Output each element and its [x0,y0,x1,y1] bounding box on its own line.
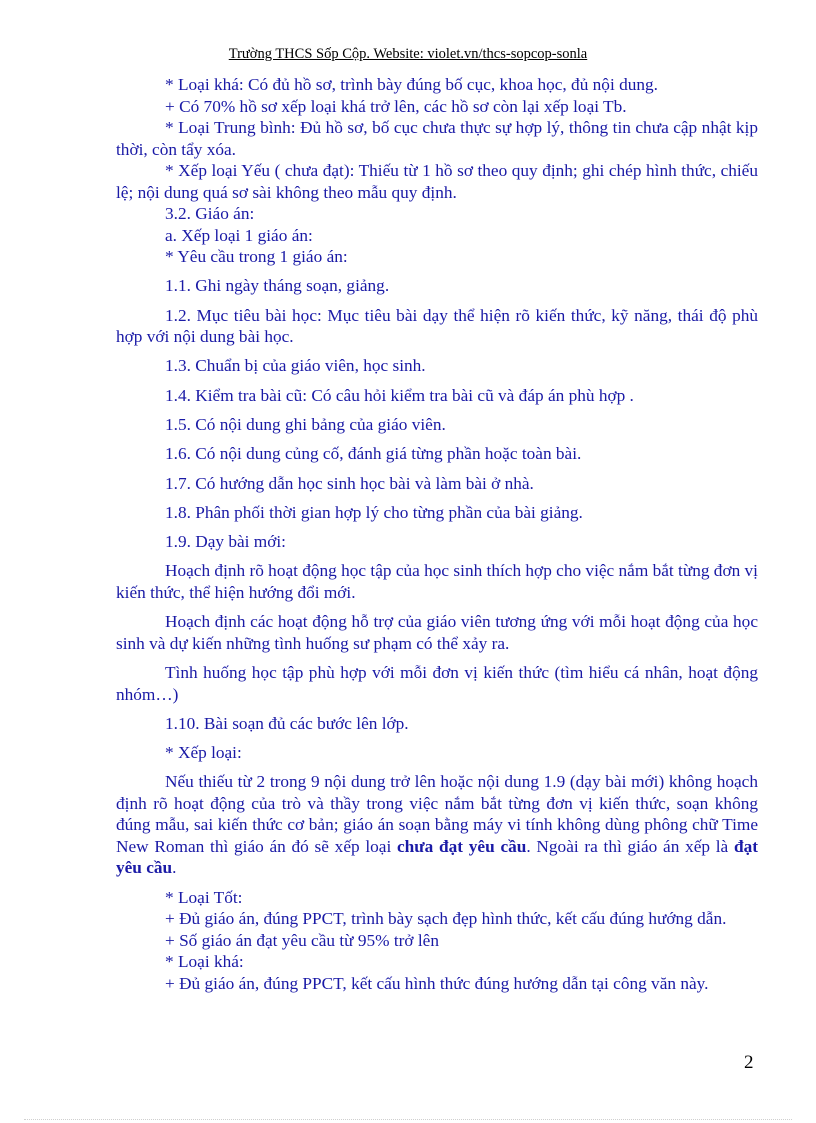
paragraph: + Có 70% hồ sơ xếp loại khá trở lên, các hồ sơ còn lại xếp loại Tb. [165,96,627,116]
document-body [116,74,758,994]
paragraph: * Loại Tốt: [165,887,243,907]
list-item: 1.2. Mục tiêu bài học: Mục tiêu bài dạy thể hiện rõ kiến thức, kỹ năng, thái độ phù hợp với nội dung bài học. [116,305,758,347]
paragraph: Hoạch định rõ hoạt động học tập của học sinh thích hợp cho việc nắm bắt từng đơn vị kiến thức, thể hiện hướng đổi mới. [116,561,758,602]
paragraph: * Xếp loại Yếu ( chưa đạt): Thiếu từ 1 hồ sơ theo quy định; ghi chép hình thức, chiếu lệ; nội dung quá sơ sài không theo mẫu quy định. [116,161,758,202]
list-item: 1.6. Có nội dung củng cố, đánh giá từng phần hoặc toàn bài. [165,444,582,464]
paragraph: * Yêu cầu trong 1 giáo án: [165,247,348,266]
rating-text: Nếu thiếu từ 2 trong 9 nội dung trở lên hoặc nội dung 1.9 (dạy bài mới) không hoạch định rõ hoạt động của trò và thầy trong việc nắm bắt từng đơn vị kiến thức, soạn không đúng mẫu, sai kiến thức cơ bản; giáo án soạn bằng máy vi tính không dùng phông chữ Time New Roman thì giáo án đó sẽ xếp loại [116,772,758,856]
page-number: 2 [744,1052,754,1073]
page-header [0,44,816,64]
rating-paragraph [116,771,758,879]
section-heading: 3.2. Giáo án: [165,204,255,223]
list-item: 1.3. Chuẩn bị của giáo viên, học sinh. [165,356,426,376]
rating-bold-met: đạt yêu cầu [116,836,758,878]
list-item: 1.1. Ghi ngày tháng soạn, giảng. [165,276,390,296]
list-item: 1.9. Dạy bài mới: [165,532,286,552]
header-text: Trường THCS Sốp Cộp. Website: violet.vn/thcs-sopcop-sonla [228,46,588,62]
list-item: 1.10. Bài soạn đủ các bước lên lớp. [165,713,409,733]
page-bottom-divider [24,1119,792,1120]
paragraph: Tình huống học tập phù hợp với mỗi đơn vị kiến thức (tìm hiểu cá nhân, hoạt động nhóm…) [116,663,758,704]
subsection-heading: a. Xếp loại 1 giáo án: [165,225,313,245]
paragraph: Hoạch định các hoạt động hỗ trợ của giáo viên tương ứng với mỗi hoạt động của học sinh và dự kiến những tình huống sư phạm có thể xảy ra. [116,612,758,653]
paragraph: * Loại khá: [165,952,244,972]
paragraph: * Xếp loại: [165,743,242,763]
rating-bold-not-met: chưa đạt yêu cầu [397,836,527,856]
list-item: 1.4. Kiểm tra bài cũ: Có câu hỏi kiểm tra bài cũ và đáp án phù hợp . [165,385,634,405]
paragraph: * Loại khá: Có đủ hồ sơ, trình bày đúng bố cục, khoa học, đủ nội dung. [165,75,658,94]
list-item: 1.8. Phân phối thời gian hợp lý cho từng phần của bài giảng. [165,502,583,522]
paragraph: * Loại Trung bình: Đủ hồ sơ, bố cục chưa thực sự hợp lý, thông tin chưa cập nhật kịp thời, còn tẩy xóa. [116,118,758,159]
list-item: 1.7. Có hướng dẫn học sinh học bài và làm bài ở nhà. [165,473,534,493]
rating-text: . [172,858,177,878]
rating-text: . Ngoài ra thì giáo án xếp là [526,836,734,856]
paragraph: + Đủ giáo án, đúng PPCT, kết cấu hình thức đúng hướng dẫn tại công văn này. [165,973,709,993]
list-item: 1.5. Có nội dung ghi bảng của giáo viên. [165,414,446,434]
paragraph: + Số giáo án đạt yêu cầu từ 95% trở lên [165,930,439,950]
paragraph: + Đủ giáo án, đúng PPCT, trình bày sạch đẹp hình thức, kết cấu đúng hướng dẫn. [165,909,727,929]
